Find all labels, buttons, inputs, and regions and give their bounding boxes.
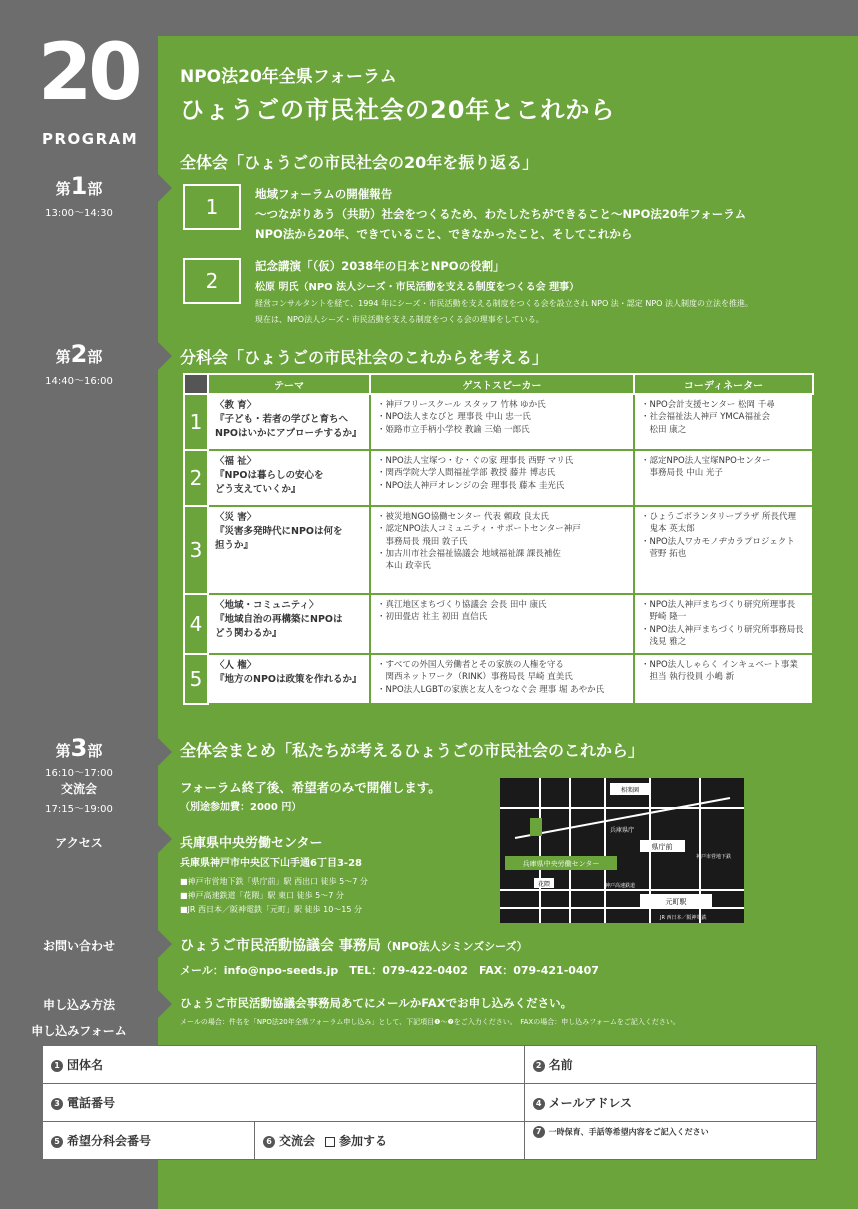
session-number: 1 [184, 394, 208, 450]
theme-line: 『地方のNPOは政策を作れるか』 [215, 673, 362, 685]
theme-line: どう支えていくか』 [215, 483, 301, 495]
item2-number: 2 [183, 258, 241, 304]
session-coord [634, 394, 813, 450]
guest-line: ・神戸フリースクール スタッフ 竹林 ゆか氏 [377, 400, 546, 410]
coord-line: ・NPO法人ワカモノヂカラプロジェクト [641, 536, 795, 547]
exchange-label: 交流会 [60, 782, 97, 796]
map-label-kosoku: 神戸高速鉄道 [605, 883, 636, 889]
route-1: ■神戸市営地下鉄「県庁前」駅 西出口 徒歩 5〜7 分 [180, 877, 368, 886]
item1-number: 1 [183, 184, 241, 230]
num-4-icon: 4 [533, 1098, 545, 1110]
coord-line: ・NPO会計支援センター 松岡 千尋 [641, 400, 775, 410]
contact-org [180, 935, 528, 955]
form-label: 申し込みフォーム [31, 1024, 127, 1038]
map-label-venue: 兵庫県中央労働センター [522, 860, 600, 868]
session-coord [634, 450, 813, 506]
num-6-icon: 6 [263, 1136, 275, 1148]
field-email[interactable]: 4 メールアドレス [524, 1084, 816, 1122]
session-number: 4 [184, 594, 208, 654]
col-theme: テーマ [208, 374, 370, 394]
part3-heading: 全体会まとめ「私たちが考えるひょうごの市民社会のこれから」 [180, 741, 645, 760]
field-exchange[interactable]: 6 交流会 参加する [255, 1122, 525, 1160]
theme-line: NPOはいかにアプローチするか』 [215, 427, 362, 439]
table-row [184, 506, 813, 594]
session-number: 3 [184, 506, 208, 594]
num-2-icon: 2 [533, 1060, 545, 1072]
section-marker [158, 990, 172, 1018]
exchange-time: 17:15〜19:00 [45, 804, 113, 815]
field-name[interactable]: 2 名前 [524, 1046, 816, 1084]
guest-line: ・すべての外国人労働者とその家族の人権を守る [377, 660, 564, 670]
coord-line: 鬼本 英太郎 [641, 524, 695, 535]
map-label-office: 兵庫県庁 [610, 827, 635, 834]
num-1-icon: 1 [51, 1060, 63, 1072]
route-3: ■JR 西日本／阪神電鉄「元町」駅 徒歩 10〜15 分 [180, 905, 363, 914]
access-map [500, 778, 744, 923]
guest-line: ・認定NPO法人コミュニティ・サポートセンター神戸 [377, 524, 581, 535]
table-corner [184, 374, 208, 394]
theme-line: 『NPOは暮らしの安心を [215, 469, 324, 481]
session-theme [208, 450, 370, 506]
contact-org-sub: （NPO法人シミンズシーズ） [380, 940, 528, 953]
item2-bio2: 現在は、NPO法人シーズ・市民活動を支える制度をつくる会の理事をしている。 [255, 315, 544, 324]
logo-program: PROGRAM [42, 130, 139, 148]
session-number: 2 [184, 450, 208, 506]
coord-line: 事務局長 中山 光子 [641, 468, 723, 479]
coord-line: ・社会福祉法人神戸 YMCA福祉会 [641, 412, 770, 423]
guest-line: ・真江地区まちづくり協議会 会長 田中 康氏 [377, 600, 547, 610]
sessions-table [183, 373, 814, 705]
guest-line: ・NPO法人LGBTの家族と友人をつなぐ会 理事 堀 あやか氏 [377, 684, 605, 695]
col-guest: ゲストスピーカー [370, 374, 634, 394]
session-theme [208, 654, 370, 704]
part1-label: 第1部 [55, 172, 103, 200]
forum-title: NPO法20年全県フォーラム [180, 67, 397, 87]
session-coord [634, 506, 813, 594]
venue-address: 兵庫県神戸市中央区下山手通6丁目3-28 [180, 858, 362, 869]
logo-number: 20 [38, 28, 139, 118]
coord-line: 野崎 隆一 [641, 612, 687, 623]
field-phone[interactable]: 3 電話番号 [43, 1084, 525, 1122]
coord-line: 菅野 拓也 [641, 548, 687, 559]
venue-name: 兵庫県中央労働センター [180, 836, 323, 851]
coord-line: ・認定NPO法人宝塚NPOセンター [641, 456, 771, 466]
guest-line: ・NPO法人神戸オレンジの会 理事長 藤本 圭光氏 [377, 480, 565, 491]
exchange-line2: （別途参加費：2000 円） [180, 802, 302, 813]
session-coord [634, 594, 813, 654]
item2-speaker: 松原 明氏（NPO 法人シーズ・市民活動を支える制度をつくる会 理事） [255, 282, 580, 293]
item1-title: 地域フォーラムの開催報告 [255, 187, 393, 201]
contact-org-name: ひょうご市民活動協議会 事務局 [180, 938, 381, 954]
theme-line: どう関わるか』 [215, 627, 282, 639]
contact-line: メール：info@npo-seeds.jp TEL：079-422-0402 FAX：079-421-0407 [180, 964, 599, 977]
guest-line: ・NPO法人宝塚つ・む・ぐの家 理事長 西野 マリ氏 [377, 456, 574, 466]
theme-line: 〈地域・コミュニティ〉 [215, 600, 319, 611]
coord-line: ・NPO法人神戸まちづくり研究所事務局長 [641, 624, 804, 635]
application-form [42, 1045, 817, 1160]
theme-line: 〈福 祉〉 [215, 456, 257, 467]
part3-label: 第3部 [55, 734, 103, 762]
guest-line: 本山 政幸氏 [377, 561, 431, 572]
apply-label: 申し込み方法 [42, 998, 115, 1012]
forum-subtitle: ひょうごの市民社会の20年とこれから [180, 96, 616, 124]
num-7-icon: 7 [533, 1126, 545, 1138]
item1-line3: NPO法から20年、できていること、できなかったこと、そしてこれから [255, 227, 633, 241]
session-theme [208, 594, 370, 654]
session-coord [634, 654, 813, 704]
coord-line: 松田 康之 [641, 424, 687, 435]
part2-time: 14:40〜16:00 [45, 376, 113, 387]
theme-line: 『子ども・若者の学びと育ちへ [215, 413, 349, 425]
coord-line: ・NPO法人しゃらく インキュベート事業 [641, 660, 798, 670]
section-marker [158, 825, 172, 853]
part1-heading: 全体会「ひょうごの市民社会の20年を振り返る」 [180, 153, 539, 172]
col-coordinator: コーディネーター [634, 374, 813, 394]
session-guest [370, 450, 634, 506]
table-row [184, 394, 813, 450]
theme-line: 『災害多発時代にNPOは何を [215, 525, 343, 537]
contact-label: お問い合わせ [42, 939, 115, 953]
exchange-line1: フォーラム終了後、希望者のみで開催します。 [180, 780, 441, 795]
item2-title: 記念講演「（仮）2038年の日本とNPOの役割」 [255, 259, 505, 273]
table-row [184, 654, 813, 704]
coord-line: 浅見 雅之 [641, 636, 687, 647]
section-marker [158, 174, 172, 202]
guest-line: ・被災地NGO協働センター 代表 頼政 良太氏 [377, 512, 549, 522]
map-label-hanakuma: 花隈 [537, 881, 551, 888]
map-label-station: 県庁前 [651, 843, 673, 851]
theme-line: 『地域自治の再構築にNPOは [215, 613, 343, 625]
guest-line: 関西ネットワーク（RINK）事務局長 早崎 直美氏 [377, 672, 573, 683]
access-label: アクセス [55, 836, 103, 850]
session-number: 5 [184, 654, 208, 704]
map-label-jr: JR 西日本／阪神電鉄 [660, 915, 707, 921]
theme-line: 担うか』 [215, 539, 254, 551]
section-marker [158, 738, 172, 766]
session-theme [208, 506, 370, 594]
num-5-icon: 5 [51, 1136, 63, 1148]
theme-line: 〈教 育〉 [215, 400, 257, 411]
coord-line: ・ひょうごボランタリープラザ 所長代理 [641, 512, 796, 522]
num-3-icon: 3 [51, 1098, 63, 1110]
guest-line: ・初田畳店 社主 初田 直信氏 [377, 612, 488, 623]
map-graphic [500, 778, 744, 923]
part2-heading: 分科会「ひょうごの市民社会のこれからを考える」 [180, 348, 549, 367]
coord-line: 担当 執行役員 小嶋 新 [641, 672, 735, 683]
part2-label: 第2部 [55, 340, 103, 368]
route-2: ■神戸高速鉄道「花隈」駅 東口 徒歩 5〜7 分 [180, 891, 344, 900]
guest-line: ・関西学院大学人間福祉学部 教授 藤井 博志氏 [377, 468, 556, 479]
part1-time: 13:00〜14:30 [45, 208, 113, 219]
table-row [184, 450, 813, 506]
theme-line: 〈人 権〉 [215, 660, 257, 671]
session-guest [370, 506, 634, 594]
item2-bio1: 経営コンサルタントを経て、1994 年にシーズ・市民活動を支える制度をつくる会を設立され NPO 法・認定 NPO 法人制度の立法を推進。 [255, 299, 753, 308]
session-guest [370, 654, 634, 704]
section-marker [158, 930, 172, 958]
field-notes[interactable]: 7 一時保育、手話等希望内容をご記入ください [524, 1122, 816, 1160]
guest-line: 事務局長 飛田 敦子氏 [377, 536, 468, 547]
apply-line1: ひょうご市民活動協議会事務局あてにメールかFAXでお申し込みください。 [180, 996, 573, 1010]
guest-line: ・NPO法人まなびと 理事長 中山 忠一氏 [377, 412, 531, 423]
field-session[interactable]: 5 希望分科会番号 [43, 1122, 255, 1160]
item1-line2: 〜つながりあう（共助）社会をつくるため、わたしたちができること〜NPO法20年フォーラム [255, 207, 747, 221]
map-label-sorakuen: 相楽園 [620, 787, 640, 794]
session-guest [370, 594, 634, 654]
guest-line: ・姫路市立手柄小学校 教諭 三焔 一郎氏 [377, 424, 530, 435]
session-theme [208, 394, 370, 450]
session-guest [370, 394, 634, 450]
coord-line: ・NPO法人神戸まちづくり研究所理事長 [641, 600, 796, 610]
theme-line: 〈災 害〉 [215, 512, 257, 523]
part3-time: 16:10〜17:00 [45, 768, 113, 779]
field-org[interactable]: 1 団体名 [43, 1046, 525, 1084]
map-label-subway: 神戸市営地下鉄 [696, 854, 732, 860]
exchange-checkbox[interactable] [325, 1137, 335, 1147]
map-label-motomachi: 元町駅 [665, 898, 687, 906]
apply-line2: メールの場合：件名を「NPO法20年全県フォーラム申し込み」として、下記項目❶〜❼をご入力ください。 FAXの場合：申し込みフォームをご記入ください。 [180, 1018, 680, 1026]
guest-line: ・加古川市社会福祉協議会 地域福祉課 課長補佐 [377, 548, 561, 559]
table-row [184, 594, 813, 654]
section-marker [158, 342, 172, 370]
